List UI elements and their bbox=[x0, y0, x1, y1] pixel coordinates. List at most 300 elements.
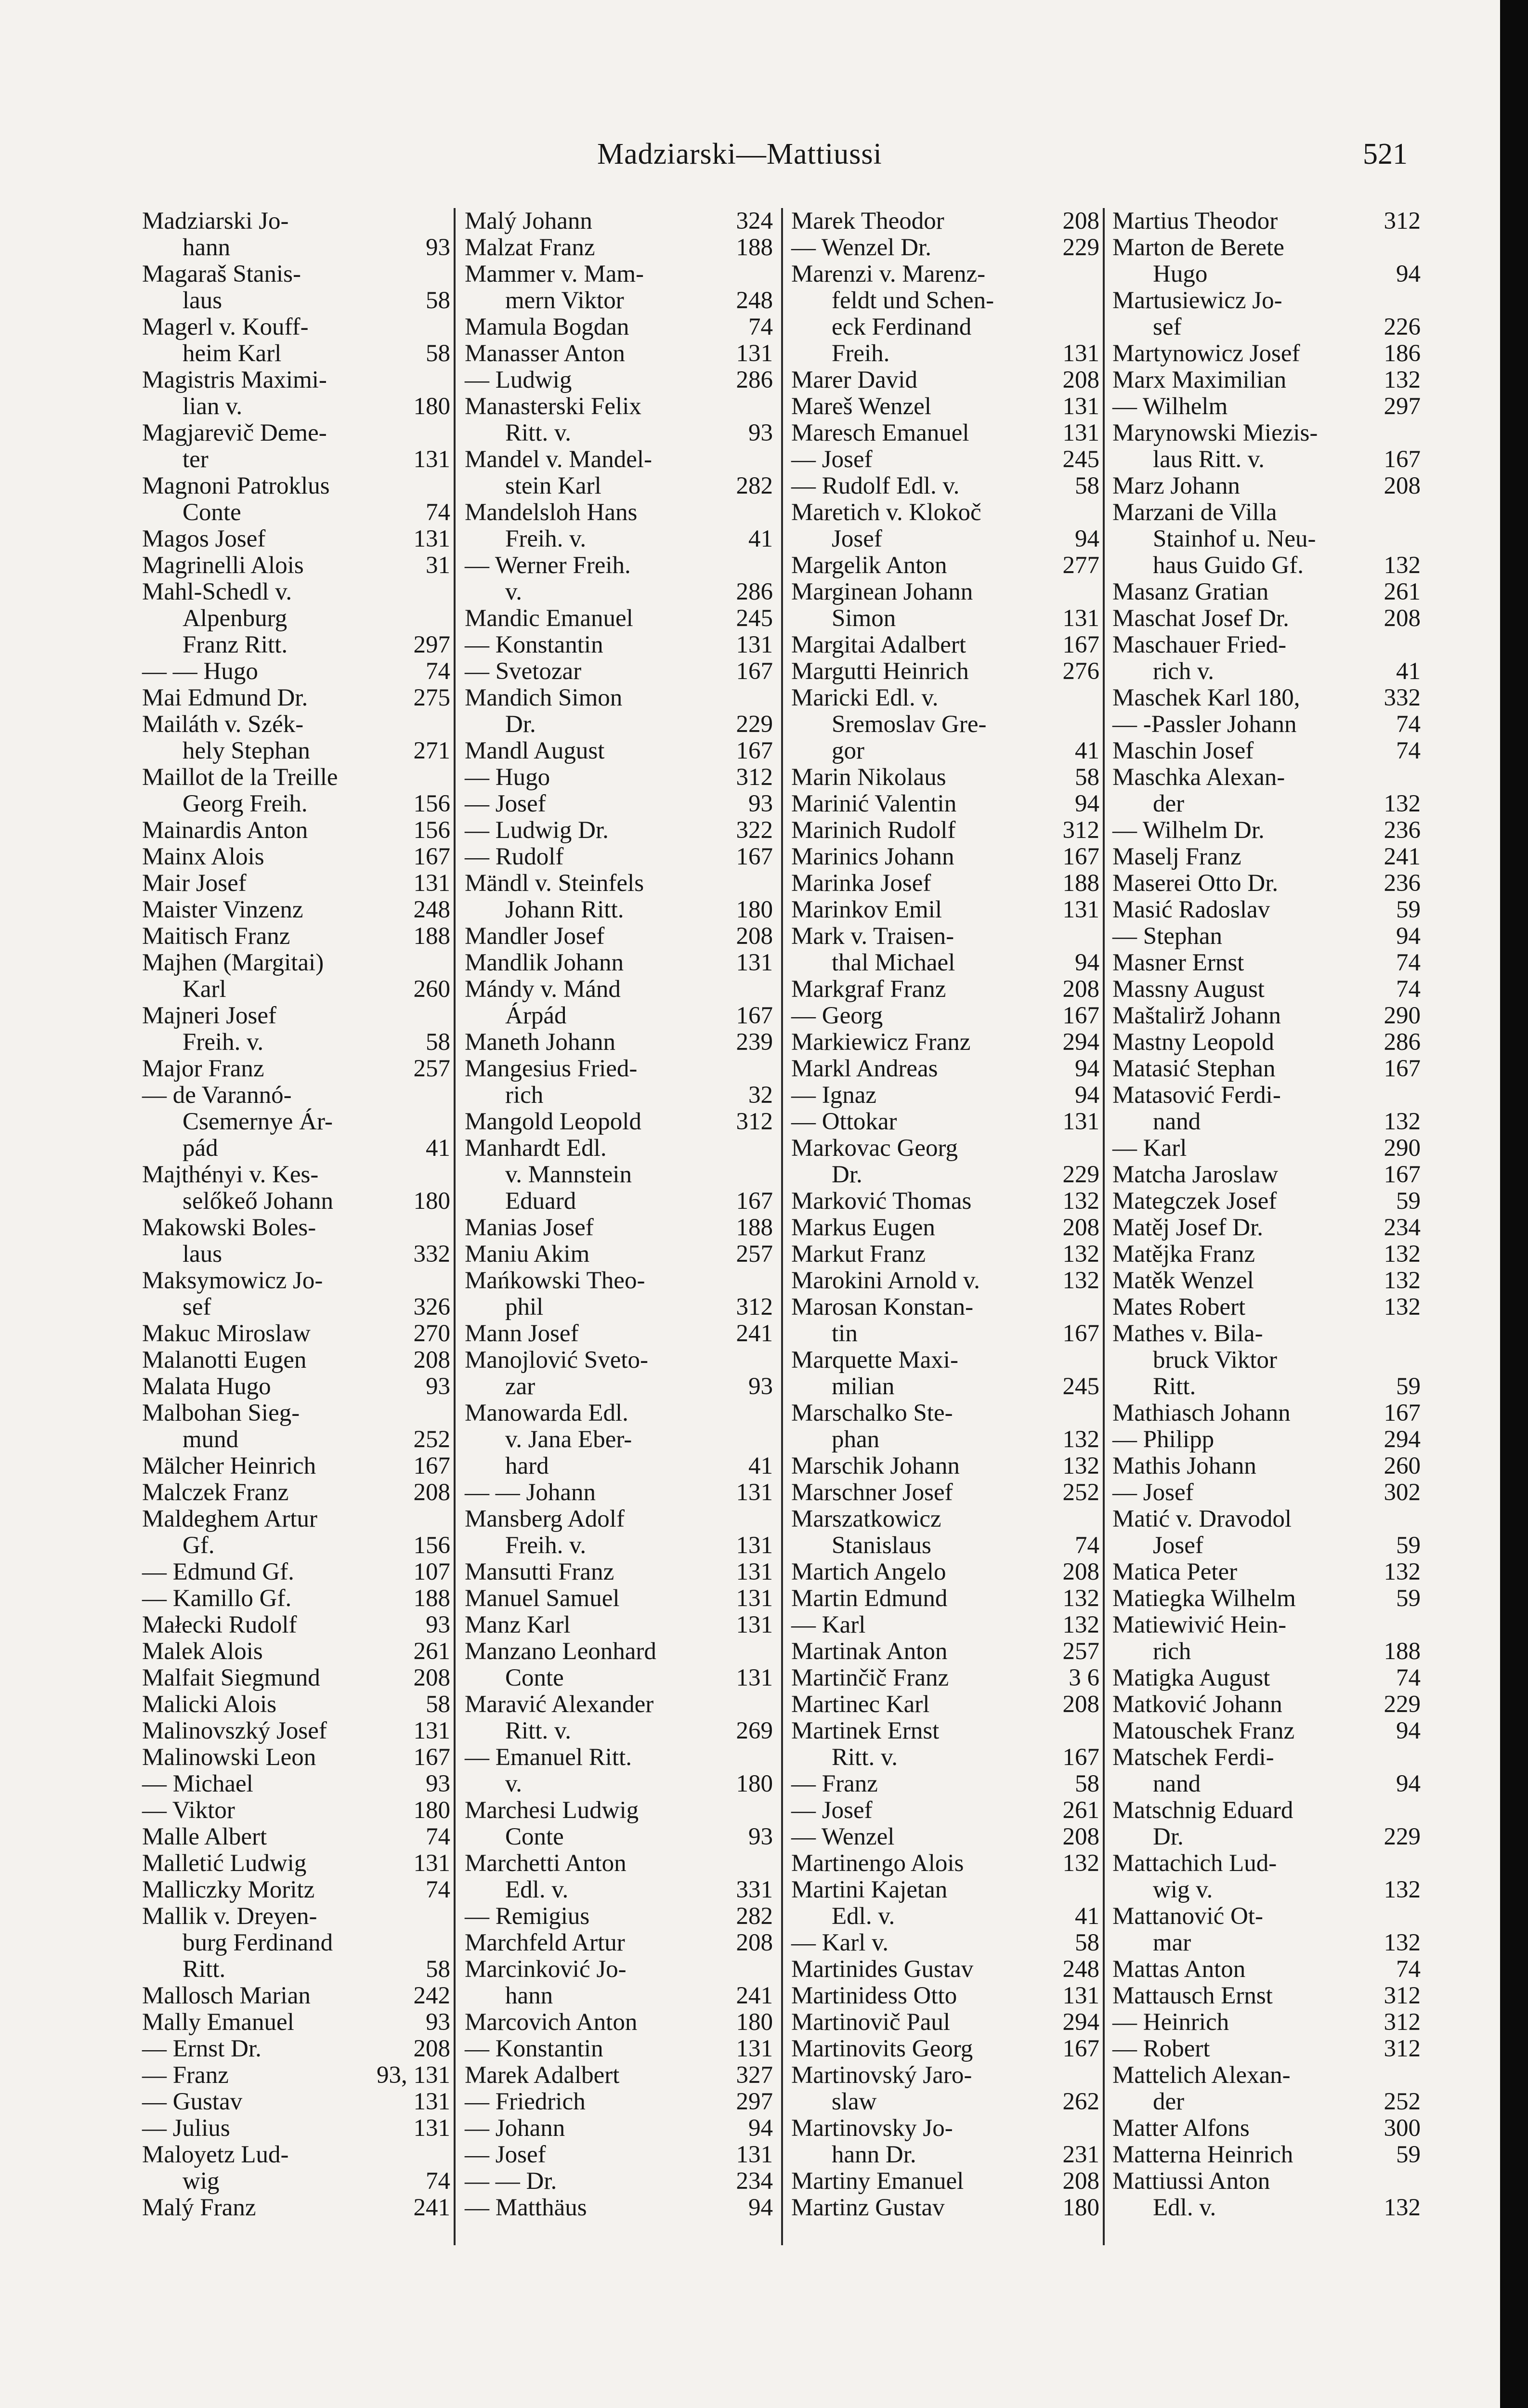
index-entry bbox=[142, 1903, 450, 1930]
entry-name: — — Hugo bbox=[142, 658, 258, 685]
entry-page-ref: 234 bbox=[736, 2168, 773, 2195]
entry-name: eck Ferdinand bbox=[832, 314, 972, 340]
entry-page-ref: 245 bbox=[1062, 446, 1099, 473]
index-entry bbox=[791, 235, 1099, 261]
entry-name: Maselj Franz bbox=[1112, 843, 1241, 870]
entry-name: Mattanović Ot- bbox=[1112, 1903, 1263, 1930]
index-entry bbox=[1112, 711, 1421, 738]
index-entry bbox=[1112, 870, 1421, 897]
index-entry bbox=[465, 2115, 773, 2142]
index-entry-continuation bbox=[1112, 791, 1421, 817]
entry-page-ref: 294 bbox=[1384, 1426, 1421, 1453]
column-rule bbox=[781, 208, 783, 2245]
entry-name: Mändl v. Steinfels bbox=[465, 870, 644, 897]
index-entry-continuation bbox=[1112, 1347, 1421, 1374]
entry-name: Matković Johann bbox=[1112, 1691, 1282, 1718]
entry-name: — — Johann bbox=[465, 1479, 596, 1506]
entry-name: Mategczek Josef bbox=[1112, 1188, 1277, 1215]
entry-name: Martinčič Franz bbox=[791, 1664, 949, 1691]
index-entry bbox=[465, 2195, 773, 2221]
entry-name: Mandel v. Mandel- bbox=[465, 446, 652, 473]
entry-name: Marchetti Anton bbox=[465, 1850, 627, 1877]
entry-name: Matcha Jaroslaw bbox=[1112, 1161, 1279, 1188]
entry-page-ref: 131 bbox=[736, 1479, 773, 1506]
index-entry bbox=[465, 738, 773, 764]
entry-name: — Kamillo Gf. bbox=[142, 1585, 292, 1612]
entry-page-ref: 312 bbox=[736, 764, 773, 791]
entry-page-ref: 262 bbox=[1062, 2088, 1099, 2115]
entry-name: nand bbox=[1153, 1770, 1201, 1797]
index-entry bbox=[142, 897, 450, 923]
index-entry bbox=[791, 1585, 1099, 1612]
index-entry bbox=[1112, 1056, 1421, 1082]
index-entry bbox=[791, 1188, 1099, 1215]
entry-page-ref: 93 bbox=[426, 1770, 450, 1797]
index-entry bbox=[142, 711, 450, 738]
index-entry-continuation bbox=[1112, 1374, 1421, 1400]
entry-name: laus bbox=[183, 1241, 222, 1268]
entry-page-ref: 58 bbox=[426, 340, 450, 367]
entry-page-ref: 93 bbox=[426, 1373, 450, 1400]
entry-name: Martius Theodor bbox=[1112, 208, 1278, 235]
index-entry-continuation bbox=[791, 1903, 1099, 1930]
entry-page-ref: 286 bbox=[1384, 1029, 1421, 1056]
entry-name: Johann Ritt. bbox=[505, 896, 624, 923]
entry-page-ref: 167 bbox=[1384, 1161, 1421, 1188]
entry-name: — Wenzel Dr. bbox=[791, 234, 931, 261]
entry-name: Conte bbox=[183, 499, 241, 526]
entry-name: Ritt. bbox=[183, 1956, 226, 1983]
index-entry bbox=[791, 552, 1099, 579]
entry-name: mar bbox=[1153, 1929, 1191, 1956]
entry-name: Matterna Heinrich bbox=[1112, 2141, 1293, 2168]
index-entry-continuation bbox=[142, 1135, 450, 1162]
index-entry-continuation bbox=[1112, 658, 1421, 685]
entry-page-ref: 93, 131 bbox=[377, 2062, 450, 2089]
entry-page-ref: 74 bbox=[1396, 976, 1421, 1003]
entry-name: Margelik Anton bbox=[791, 552, 947, 579]
entry-page-ref: 276 bbox=[1062, 658, 1099, 685]
entry-page-ref: 132 bbox=[1062, 1453, 1099, 1479]
entry-name: Malle Albert bbox=[142, 1823, 267, 1850]
entry-name: Freih. bbox=[832, 340, 890, 367]
index-entry bbox=[1112, 499, 1421, 526]
entry-page-ref: 132 bbox=[1384, 1294, 1421, 1321]
entry-name: Mandlik Johann bbox=[465, 949, 624, 976]
entry-page-ref: 208 bbox=[413, 1664, 450, 1691]
index-entry-continuation bbox=[465, 1294, 773, 1321]
index-entry bbox=[791, 844, 1099, 870]
index-entry-continuation bbox=[465, 1824, 773, 1850]
index-entry bbox=[465, 1321, 773, 1347]
index-entry bbox=[1112, 1612, 1421, 1638]
entry-name: — Ludwig bbox=[465, 366, 572, 393]
index-entry bbox=[142, 1744, 450, 1771]
index-entry bbox=[465, 314, 773, 340]
entry-name: pád bbox=[183, 1135, 218, 1162]
index-entry bbox=[142, 1877, 450, 1903]
entry-name: Matschnig Eduard bbox=[1112, 1797, 1293, 1824]
index-entry bbox=[142, 1400, 450, 1426]
entry-page-ref: 180 bbox=[736, 1770, 773, 1797]
entry-name: hely Stephan bbox=[183, 737, 310, 764]
entry-name: — Karl bbox=[791, 1611, 866, 1638]
index-entry bbox=[791, 1850, 1099, 1877]
index-entry bbox=[142, 2089, 450, 2115]
index-entry-continuation bbox=[1112, 552, 1421, 579]
index-entry-continuation bbox=[791, 1744, 1099, 1771]
entry-page-ref: 74 bbox=[1396, 737, 1421, 764]
entry-name: Matiewivić Hein- bbox=[1112, 1611, 1287, 1638]
entry-name: Makowski Boles- bbox=[142, 1214, 316, 1241]
entry-name: nand bbox=[1153, 1108, 1201, 1135]
entry-name: Marschik Johann bbox=[791, 1453, 960, 1479]
entry-name: Marz Johann bbox=[1112, 472, 1240, 499]
index-entry bbox=[465, 1241, 773, 1268]
entry-page-ref: 208 bbox=[1384, 605, 1421, 632]
entry-name: Matschek Ferdi- bbox=[1112, 1744, 1274, 1771]
index-entry-continuation bbox=[465, 1983, 773, 2009]
index-entry bbox=[1112, 2142, 1421, 2168]
entry-name: — Michael bbox=[142, 1770, 253, 1797]
entry-name: Matěj Josef Dr. bbox=[1112, 1214, 1264, 1241]
entry-name: Marinka Josef bbox=[791, 870, 931, 897]
entry-name: sef bbox=[1153, 314, 1182, 340]
index-entry bbox=[142, 658, 450, 685]
entry-page-ref: 188 bbox=[736, 234, 773, 261]
entry-name: Malinovszký Josef bbox=[142, 1717, 327, 1744]
index-entry bbox=[465, 1135, 773, 1162]
index-entry-continuation bbox=[1112, 1771, 1421, 1797]
entry-name: — Josef bbox=[791, 446, 873, 473]
index-entry-continuation bbox=[465, 1188, 773, 1215]
entry-name: — Konstantin bbox=[465, 2035, 603, 2062]
index-entry bbox=[1112, 579, 1421, 605]
entry-name: Matěk Wenzel bbox=[1112, 1267, 1254, 1294]
entry-name: Madziarski Jo- bbox=[142, 208, 289, 235]
entry-name: Stainhof u. Neu- bbox=[1153, 525, 1316, 552]
entry-name: Manzano Leonhard bbox=[465, 1638, 656, 1665]
entry-page-ref: 236 bbox=[1384, 817, 1421, 844]
entry-page-ref: 74 bbox=[1396, 711, 1421, 738]
index-entry-continuation bbox=[1112, 526, 1421, 552]
index-entry bbox=[465, 923, 773, 950]
entry-name: Mathes v. Bila- bbox=[1112, 1320, 1263, 1347]
index-entry bbox=[1112, 1321, 1421, 1347]
entry-name: feldt und Schen- bbox=[832, 287, 994, 314]
index-entry-continuation bbox=[142, 1294, 450, 1321]
entry-name: Mates Robert bbox=[1112, 1294, 1246, 1321]
index-entry-continuation bbox=[1112, 261, 1421, 288]
entry-name: Mandler Josef bbox=[465, 923, 605, 950]
index-entry bbox=[142, 1771, 450, 1797]
index-entry bbox=[791, 2062, 1099, 2089]
entry-page-ref: 59 bbox=[1396, 1373, 1421, 1400]
entry-name: Freih. v. bbox=[183, 1029, 264, 1056]
entry-name: Franz Ritt. bbox=[183, 631, 288, 658]
entry-page-ref: 261 bbox=[1062, 1797, 1099, 1824]
entry-name: Marinics Johann bbox=[791, 843, 954, 870]
entry-name: Maloyetz Lud- bbox=[142, 2141, 289, 2168]
entry-page-ref: 252 bbox=[413, 1426, 450, 1453]
index-entry bbox=[1112, 1903, 1421, 1930]
entry-page-ref: 208 bbox=[413, 1479, 450, 1506]
index-entry bbox=[465, 1691, 773, 1718]
index-entry-continuation bbox=[791, 314, 1099, 340]
entry-page-ref: 131 bbox=[413, 2115, 450, 2142]
index-entry bbox=[1112, 367, 1421, 393]
index-entry-continuation bbox=[791, 1162, 1099, 1188]
index-entry bbox=[142, 764, 450, 791]
entry-name: Malý Johann bbox=[465, 208, 592, 235]
entry-name: burg Ferdinand bbox=[183, 1929, 333, 1956]
entry-page-ref: 277 bbox=[1062, 552, 1099, 579]
entry-page-ref: 167 bbox=[1384, 446, 1421, 473]
entry-page-ref: 241 bbox=[736, 1982, 773, 2009]
entry-page-ref: 132 bbox=[1384, 366, 1421, 393]
entry-page-ref: 41 bbox=[1075, 737, 1099, 764]
entry-page-ref: 131 bbox=[413, 1850, 450, 1877]
entry-name: laus Ritt. v. bbox=[1153, 446, 1265, 473]
index-entry-continuation bbox=[465, 1426, 773, 1453]
entry-name: — Gustav bbox=[142, 2088, 243, 2115]
entry-page-ref: 93 bbox=[426, 2009, 450, 2036]
index-entry-continuation bbox=[1112, 1930, 1421, 1956]
entry-name: phan bbox=[832, 1426, 880, 1453]
entry-name: Árpád bbox=[505, 1002, 567, 1029]
entry-name: — Matthäus bbox=[465, 2194, 587, 2221]
entry-name: Karl bbox=[183, 976, 226, 1003]
index-entry bbox=[142, 473, 450, 499]
entry-page-ref: 180 bbox=[413, 1188, 450, 1215]
entry-page-ref: 242 bbox=[413, 1982, 450, 2009]
entry-page-ref: 74 bbox=[748, 314, 773, 340]
index-entry bbox=[791, 1638, 1099, 1665]
entry-name: Magaraš Stanis- bbox=[142, 261, 301, 288]
entry-name: — Svetozar bbox=[465, 658, 582, 685]
entry-name: Mandl August bbox=[465, 737, 605, 764]
entry-name: Marton de Berete bbox=[1112, 234, 1284, 261]
index-entry bbox=[142, 1374, 450, 1400]
entry-page-ref: 208 bbox=[1384, 472, 1421, 499]
index-entry bbox=[1112, 1744, 1421, 1771]
entry-name: Matigka August bbox=[1112, 1664, 1270, 1691]
entry-page-ref: 186 bbox=[1384, 340, 1421, 367]
index-entry bbox=[1112, 817, 1421, 844]
index-entry bbox=[1112, 2009, 1421, 2036]
index-entry bbox=[142, 923, 450, 950]
entry-name: Marchfeld Artur bbox=[465, 1929, 625, 1956]
entry-page-ref: 269 bbox=[736, 1717, 773, 1744]
index-entry bbox=[465, 1029, 773, 1056]
index-entry bbox=[142, 1559, 450, 1585]
entry-name: Marcinković Jo- bbox=[465, 1956, 627, 1983]
index-entry-continuation bbox=[465, 288, 773, 314]
entry-name: Markiewicz Franz bbox=[791, 1029, 971, 1056]
entry-name: Magos Josef bbox=[142, 525, 266, 552]
entry-name: Maister Vinzenz bbox=[142, 896, 303, 923]
index-entry bbox=[791, 1824, 1099, 1850]
index-entry bbox=[142, 1638, 450, 1665]
index-entry bbox=[1112, 685, 1421, 711]
entry-name: Mann Josef bbox=[465, 1320, 579, 1347]
index-entry bbox=[791, 1797, 1099, 1824]
entry-name: wig v. bbox=[1153, 1876, 1213, 1903]
entry-page-ref: 297 bbox=[736, 2088, 773, 2115]
entry-page-ref: 290 bbox=[1384, 1135, 1421, 1162]
entry-page-ref: 257 bbox=[736, 1241, 773, 1268]
entry-name: Majhen (Margitai) bbox=[142, 949, 324, 976]
index-entry bbox=[791, 976, 1099, 1003]
index-entry bbox=[465, 1479, 773, 1506]
index-entry bbox=[1112, 2168, 1421, 2195]
index-entry bbox=[1112, 976, 1421, 1003]
index-entry-continuation bbox=[142, 340, 450, 367]
entry-page-ref: 156 bbox=[413, 790, 450, 817]
entry-page-ref: 156 bbox=[413, 817, 450, 844]
index-entry bbox=[791, 1268, 1099, 1294]
entry-name: Ritt. v. bbox=[832, 1744, 898, 1771]
index-entry-continuation bbox=[465, 1162, 773, 1188]
entry-page-ref: 58 bbox=[1075, 1929, 1099, 1956]
entry-name: — Ernst Dr. bbox=[142, 2035, 261, 2062]
entry-page-ref: 131 bbox=[413, 446, 450, 473]
entry-page-ref: 331 bbox=[736, 1876, 773, 1903]
entry-name: — Emanuel Ritt. bbox=[465, 1744, 632, 1771]
index-entry bbox=[1112, 1029, 1421, 1056]
entry-name: Conte bbox=[505, 1664, 564, 1691]
entry-name: Marosan Konstan- bbox=[791, 1294, 974, 1321]
entry-name: Josef bbox=[832, 525, 882, 552]
entry-page-ref: 312 bbox=[1384, 1982, 1421, 2009]
index-entry bbox=[1112, 1850, 1421, 1877]
index-entry-continuation bbox=[142, 235, 450, 261]
index-entry bbox=[1112, 1956, 1421, 1983]
entry-name: — Karl bbox=[1112, 1135, 1187, 1162]
entry-page-ref: 131 bbox=[1062, 340, 1099, 367]
index-entry-continuation bbox=[791, 288, 1099, 314]
entry-page-ref: 248 bbox=[1062, 1956, 1099, 1983]
index-entry-continuation bbox=[142, 1109, 450, 1135]
entry-name: Manuel Samuel bbox=[465, 1585, 620, 1612]
entry-name: Mälcher Heinrich bbox=[142, 1453, 316, 1479]
entry-name: — Heinrich bbox=[1112, 2009, 1229, 2036]
entry-name: Martinovič Paul bbox=[791, 2009, 951, 2036]
index-entry bbox=[1112, 1003, 1421, 1029]
entry-name: Majneri Josef bbox=[142, 1002, 277, 1029]
index-entry bbox=[1112, 2036, 1421, 2062]
index-entry bbox=[465, 1559, 773, 1585]
entry-page-ref: 322 bbox=[736, 817, 773, 844]
index-entry bbox=[142, 2009, 450, 2036]
index-entry bbox=[791, 1109, 1099, 1135]
entry-page-ref: 275 bbox=[413, 684, 450, 711]
entry-page-ref: 167 bbox=[1062, 2035, 1099, 2062]
index-entry bbox=[465, 1903, 773, 1930]
entry-page-ref: 245 bbox=[736, 605, 773, 632]
index-entry bbox=[791, 367, 1099, 393]
index-entry bbox=[142, 208, 450, 235]
entry-page-ref: 132 bbox=[1384, 1876, 1421, 1903]
entry-page-ref: 300 bbox=[1384, 2115, 1421, 2142]
index-entry bbox=[142, 420, 450, 446]
entry-name: wig bbox=[183, 2168, 220, 2195]
entry-page-ref: 252 bbox=[1384, 2088, 1421, 2115]
entry-name: Maserei Otto Dr. bbox=[1112, 870, 1279, 897]
entry-page-ref: 261 bbox=[1384, 578, 1421, 605]
entry-name: Markut Franz bbox=[791, 1241, 926, 1268]
entry-name: — Franz bbox=[142, 2062, 229, 2089]
entry-page-ref: 74 bbox=[1396, 1664, 1421, 1691]
entry-name: Maschek Karl 180, bbox=[1112, 684, 1300, 711]
entry-name: Mainx Alois bbox=[142, 843, 264, 870]
entry-page-ref: 131 bbox=[1062, 1108, 1099, 1135]
index-entry bbox=[791, 923, 1099, 950]
entry-name: Martinec Karl bbox=[791, 1691, 930, 1718]
entry-page-ref: 180 bbox=[1062, 2194, 1099, 2221]
entry-name: — Werner Freih. bbox=[465, 552, 631, 579]
index-entry bbox=[1112, 1162, 1421, 1188]
index-entry bbox=[142, 2036, 450, 2062]
entry-page-ref: 58 bbox=[426, 287, 450, 314]
index-column-3 bbox=[791, 208, 1099, 2221]
index-entry bbox=[465, 1109, 773, 1135]
index-entry-continuation bbox=[465, 579, 773, 605]
index-entry bbox=[791, 1771, 1099, 1797]
entry-page-ref: 93 bbox=[748, 1823, 773, 1850]
index-entry-continuation bbox=[142, 1426, 450, 1453]
entry-name: Stanislaus bbox=[832, 1532, 931, 1559]
entry-page-ref: 286 bbox=[736, 578, 773, 605]
index-entry bbox=[791, 764, 1099, 791]
index-entry bbox=[1112, 1188, 1421, 1215]
index-entry bbox=[465, 685, 773, 711]
index-entry bbox=[142, 526, 450, 552]
entry-name: tin bbox=[832, 1320, 858, 1347]
entry-page-ref: 107 bbox=[413, 1558, 450, 1585]
entry-name: Matouschek Franz bbox=[1112, 1717, 1295, 1744]
entry-name: v. bbox=[505, 1770, 522, 1797]
index-entry bbox=[1112, 420, 1421, 446]
entry-name: Malanotti Eugen bbox=[142, 1347, 307, 1374]
entry-page-ref: 131 bbox=[736, 1585, 773, 1612]
entry-page-ref: 74 bbox=[426, 1876, 450, 1903]
entry-name: — Julius bbox=[142, 2115, 230, 2142]
entry-name: Magnoni Patroklus bbox=[142, 472, 330, 499]
entry-page-ref: 31 bbox=[426, 552, 450, 579]
entry-page-ref: 241 bbox=[413, 2194, 450, 2221]
entry-name: Marković Thomas bbox=[791, 1188, 972, 1215]
index-entry bbox=[791, 1877, 1099, 1903]
index-entry bbox=[465, 1056, 773, 1082]
entry-name: Marzani de Villa bbox=[1112, 499, 1277, 526]
entry-page-ref: 257 bbox=[413, 1055, 450, 1082]
entry-name: — — Dr. bbox=[465, 2168, 557, 2195]
entry-page-ref: 286 bbox=[736, 366, 773, 393]
entry-page-ref: 132 bbox=[1384, 2194, 1421, 2221]
index-entry bbox=[142, 1850, 450, 1877]
entry-name: Martinz Gustav bbox=[791, 2194, 945, 2221]
entry-page-ref: 94 bbox=[1396, 261, 1421, 288]
entry-name: Malý Franz bbox=[142, 2194, 256, 2221]
index-entry-continuation bbox=[791, 711, 1099, 738]
entry-name: — Ignaz bbox=[791, 1082, 877, 1109]
index-entry bbox=[465, 1585, 773, 1612]
entry-page-ref: 167 bbox=[413, 1744, 450, 1771]
entry-page-ref: 208 bbox=[1062, 366, 1099, 393]
entry-name: Markus Eugen bbox=[791, 1214, 935, 1241]
entry-name: stein Karl bbox=[505, 472, 601, 499]
